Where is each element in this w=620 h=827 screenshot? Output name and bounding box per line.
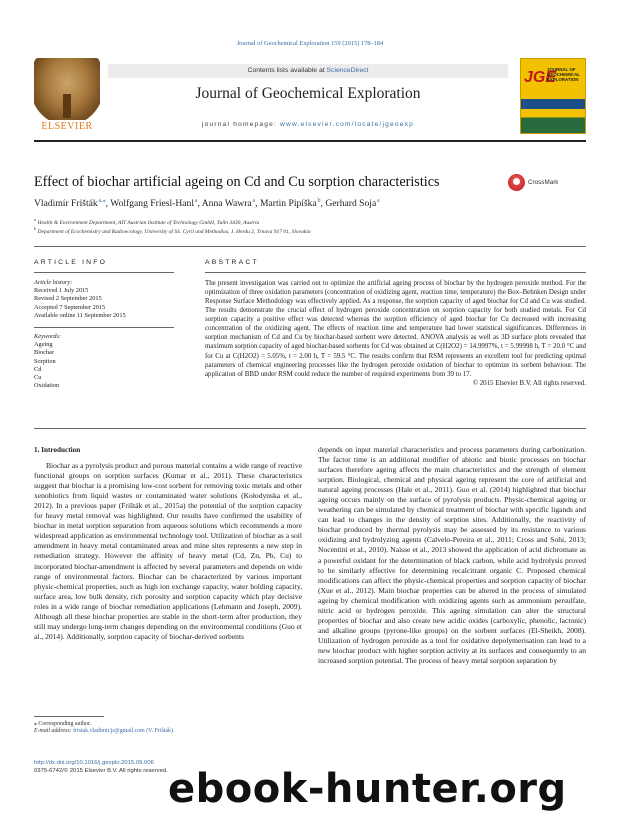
- history-item: Received 1 July 2015: [34, 287, 89, 295]
- journal-citation[interactable]: Journal of Geochemical Exploration 159 (2015) 178–184: [236, 40, 384, 47]
- author-affil-mark[interactable]: a: [377, 198, 380, 204]
- section-heading: 1. Introduction: [34, 446, 81, 454]
- keyword: Cd: [34, 365, 42, 373]
- author-name[interactable]: Anna Wawra: [201, 198, 252, 210]
- author-name[interactable]: Gerhard Soja: [325, 198, 377, 210]
- history-label: Article history:: [34, 279, 73, 286]
- footnote-rule: [34, 716, 104, 717]
- header-rule: [34, 140, 586, 142]
- abstract-copyright: © 2015 Elsevier B.V. All rights reserved.: [472, 379, 586, 387]
- keyword: Biochar: [34, 349, 54, 357]
- article-history: [34, 279, 174, 320]
- abstract-body: [205, 279, 586, 388]
- keyword: Sorption: [34, 357, 56, 365]
- elsevier-logo[interactable]: [34, 58, 100, 134]
- sciencedirect-link[interactable]: ScienceDirect: [326, 67, 369, 74]
- keyword: Cu: [34, 374, 42, 382]
- author-affil-mark[interactable]: a: [194, 198, 198, 204]
- keyword: Oxidation: [34, 382, 60, 390]
- intro-left-column: [34, 445, 302, 642]
- abstract-text: The present investigation was carried out to optimize the artificial ageing process of biochar by the hydrogen peroxide method. For the optimization of three oxidation parameters (concentration of oxidizing agent, reaction time, temperature) the Box–Behnken Design under Response Surface Methodology was effectively applied. As a response, the sorption capacity of aged biochar for Cd and Cu was studied. The results demonstrate the crucial effect of hydrogen peroxide concentration on sorption capacity for both studied metals. For Cd sorption capacity a positive effect was detected whereas the sorption efficiency of aged biochar for Cu decreased with increasing concentration of the oxidizing agent. The effects of reaction time and temperature had lower statistical significances. Differences in sorption mechanism of Cd and Cu by biochar-based sorbent were detected. ANOVA analysis as well as 3D surface plots revealed that maximum sorption capacity of aged biochar-based sorbents for Cd was obtained at C(H2O2) = 14.9997%, t = 5.99998 h, T = 20.0 °C and for Cu at C(H2O2) = 5.05%, t = 2.00 h, T = 59.5 °C. The results confirm that RSM represents an excellent tool for predicting optimal parameters of chemical engineering processes like the hydrogen peroxide oxidation of biochar to optimize its sorbent behaviour. The application of BBD under RSM could reduce the number of required experiments from 39 to 17.: [205, 280, 586, 378]
- abstract-bottom-rule: [34, 428, 586, 429]
- header-center: [108, 58, 508, 134]
- journal-cover-thumbnail[interactable]: [520, 58, 586, 134]
- doi-link[interactable]: http://dx.doi.org/10.1016/j.gexplo.2015.09.006: [34, 760, 154, 766]
- intro-paragraph: Biochar as a pyrolysis product and porous material contains a wide range of reactive functional groups on sorption surfaces (Kumar et al., 2011). These characteristics suggest that biochar is a promising low-cost sorbent for removing toxic metals and other xenobiotics from liquid wastes or contaminated water solutions (Kołodynska et al., 2012). In a previous paper (Frišták et al., 2015a) the potential of the sorption capacity for heavy metal removal was highlighted. Our results have confirmed the usability of biochar in metal sorption separation from aqueous solutions which recommends a more widespread application as environmental technology tool. Utilization of biochar as a soil amendment in heavy metal contaminated areas and mine sites represents a new step in remediation strategy. However the affinity of heavy metal (Cd, Zn, Pb, Cu) to incorporated biochar-amendment is affected by several parameters and depends on wide range of environmental factors. Biochar can be characterized by various important physic-chemical properties, such as high ion exchange capacity, water holding capacity, surface area, low bulk density, rich porosity and sorption capacity which play decisive roles in a wide range of biochar remediation applications (Lehmann and Joseph, 2009). Although all these biochar properties are stable in the short-term after production, they still may undergo long-term changes depending on the environmental conditions (Guo et al., 2014). Additionally, sorption capacity of biochar-derived sorbents: [34, 461, 302, 641]
- author-name[interactable]: Martin Pipíška: [259, 198, 317, 210]
- author-name[interactable]: Wolfgang Friesl-Hanl: [110, 198, 194, 210]
- author-affil-mark[interactable]: a: [252, 198, 256, 204]
- cover-image: [521, 99, 585, 133]
- issn-line: 0375-6742/© 2015 Elsevier B.V. All rights reserved.: [34, 767, 168, 774]
- journal-name: Journal of Geochemical Exploration: [195, 85, 421, 102]
- contents-bar: [108, 64, 508, 78]
- info-rule: [34, 272, 174, 273]
- keywords-label: Keywords:: [34, 333, 62, 340]
- journal-homepage: [108, 121, 508, 128]
- crossmark-button[interactable]: [508, 174, 588, 192]
- elsevier-tree-icon: [34, 58, 100, 120]
- footnote: [34, 721, 302, 736]
- affiliation: $^a$ Health & Environment Department, AIT Austrian Institute of Technology GmbH, Tulln 3430, Austria: [34, 217, 260, 226]
- email-link[interactable]: fristak.vladimir.jr@gmail.com (V. Frišták).: [73, 728, 175, 735]
- crossmark-label: CrossMark: [528, 179, 559, 186]
- author-list: Vladimír Frišták $^{a,⁎}$, Wolfgang Friesl-Hanl $^a$, Anna Wawra $^a$, Martin Pipíška $^b$, Gerhard Soja $^a$: [34, 198, 380, 210]
- homepage-link[interactable]: www.elsevier.com/locate/jgeoexp: [280, 121, 415, 128]
- homepage-prefix: journal homepage:: [201, 121, 281, 128]
- intro-right-column: [318, 445, 586, 666]
- cover-abbrev: JGE: [524, 69, 557, 86]
- keyword: Ageing: [34, 341, 53, 349]
- affiliation-rule: [34, 246, 586, 247]
- crossmark-icon: [508, 174, 525, 191]
- contents-prefix: Contents lists available at: [247, 67, 327, 74]
- author-affil-mark[interactable]: a,⁎: [98, 198, 106, 204]
- corresponding-author-note: ⁎ Corresponding author.: [34, 721, 92, 727]
- abstract-heading: ABSTRACT: [205, 259, 259, 266]
- abstract-rule: [205, 272, 586, 273]
- journal-header: [34, 58, 586, 136]
- intro-paragraph: depends on input material characteristics and process parameters during carbonization. The factor time is an additional modifier of abiotic and biotic processes on biochar surfaces therefore ageing affects the main characteristics and the strength of element sorption. Biological, chemical and physical ageing represent the core of artificial and natural ageing processes (Hale et al., 2011). Guo et al. (2014) highlighted that biochar ageing occurs mainly on the surface of pyrolysis products. Physic-chemical ageing or weathering can be simulated by chemical treatment of biochar with specific ligands and can lead to changes in the density of sorption sites. Additionally, the reactivity of biochar produced by thermal pyrolysis may be assessed by its resistance to various oxidizing and hydrolyzing agents (Calvelo-Pereira et al., 2011; Cross and Sohi, 2013; Nocentini et al., 2010). Naisse et al., 2013 showed the application of acid dichromate as a powerful oxidant for the determination of black carbon, while acid hydrolysis proved to be similarly effective for determining recalcitrant organic C. Proposed chemical modifications can affect the physic-chemical properties and sorption capacity of biochar (Xue et al., 2012). Main biochar properties can be altered in the process of simulated ageing by chemical modification with oxidizing agents such as ammonium persulfate, nitric acid or hydrogen peroxide. This ageing simulation can alter the structural properties of biochar and also create new acidic oxides (carboxylic, phenolic, lactonic) and alkaline groups (pyrone-like groups) on the sorbent surfaces (El-Sheikh, 2008). Utilization of hydrogen peroxide as a tool for oxidative depolymerisation can lead to a new biochar product with higher sorption activity at its surfaces and consequently to an increased sorption potential. The process of heavy metal sorption separation by: [318, 445, 586, 665]
- history-rule: [34, 327, 174, 328]
- keywords: [34, 333, 174, 390]
- article-info-heading: ARTICLE INFO: [34, 259, 108, 266]
- cover-title: JOURNAL OF GEOCHEMICAL EXPLORATION: [547, 67, 580, 82]
- history-item: Accepted 7 September 2015: [34, 303, 106, 311]
- history-item: Revised 2 September 2015: [34, 295, 102, 303]
- author-affil-mark[interactable]: b: [317, 198, 321, 204]
- doi-block: [34, 760, 168, 775]
- watermark: ebook-hunter.org: [168, 766, 567, 812]
- article-title: Effect of biochar artificial ageing on Cd and Cu sorption characteristics: [34, 174, 440, 190]
- history-item: Available online 11 September 2015: [34, 311, 126, 319]
- affiliation: $^b$ Department of Ecochemistry and Radioecology, University of SS. Cyril and Methodius, J. Herdu 2, Trnava 917 01, Slovakia: [34, 226, 311, 235]
- elsevier-wordmark: ELSEVIER: [41, 121, 93, 132]
- author-name[interactable]: Vladimír Frišták: [34, 198, 98, 210]
- email-label: E-mail address:: [34, 728, 72, 735]
